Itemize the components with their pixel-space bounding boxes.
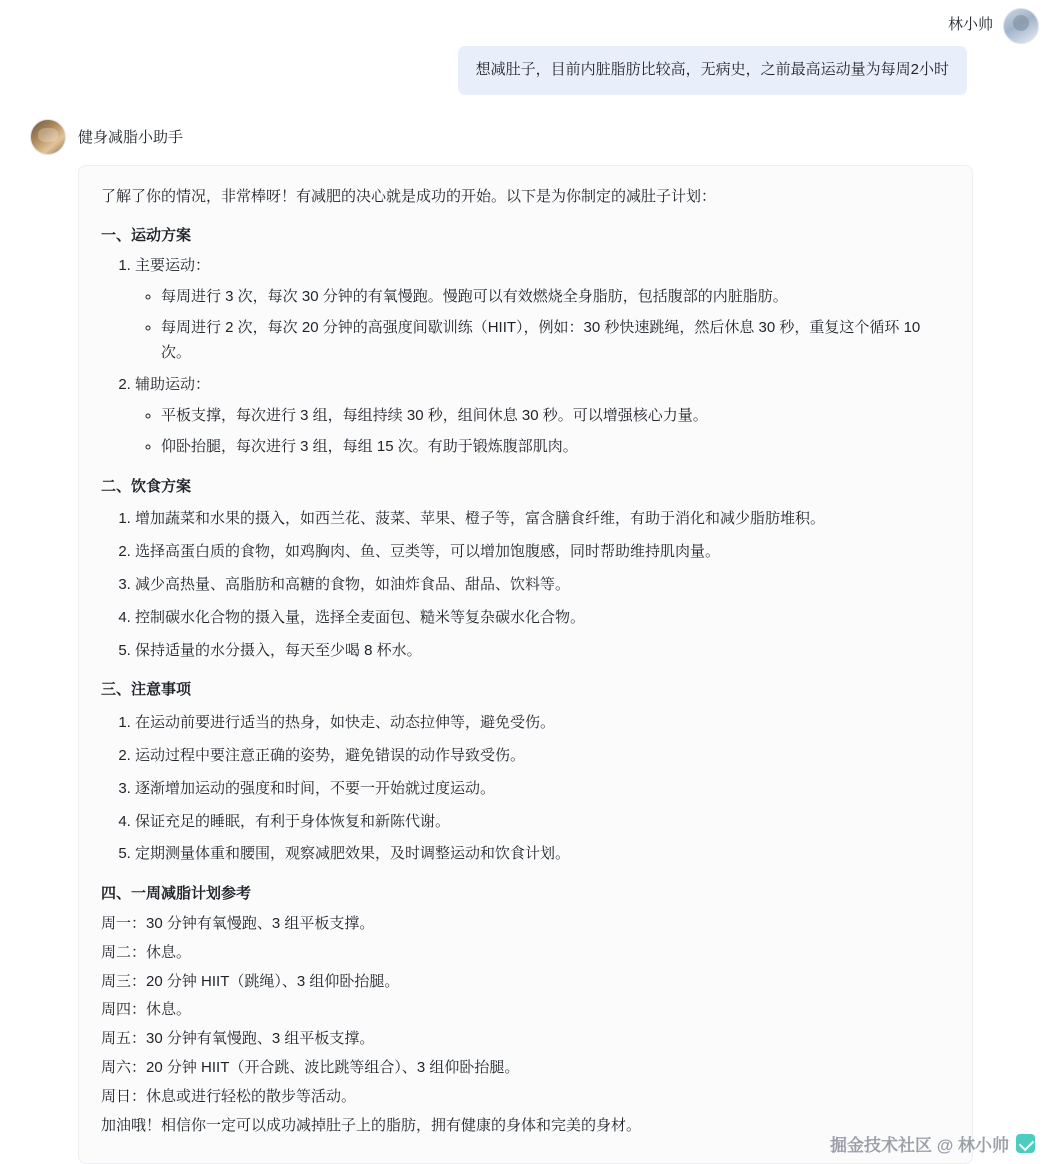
list-item: 1. 在运动前要进行适当的热身，如快走、动态拉伸等，避免受伤。: [135, 710, 950, 736]
list-item: [135, 253, 950, 366]
list-item: 5. 定期测量体重和腰围，观察减肥效果，及时调整运动和饮食计划。: [135, 841, 950, 867]
notes-list: [101, 710, 950, 867]
list-item: 1. 增加蔬菜和水果的摄入，如西兰花、菠菜、苹果、橙子等，富含膳食纤维，有助于消化和减少脂肪堆积。: [135, 506, 950, 532]
weekplan-closing: 加油哦！相信你一定可以成功减掉肚子上的脂肪，拥有健康的身体和完美的身材。: [101, 1113, 950, 1139]
list-item: 3. 减少高热量、高脂肪和高糖的食物，如油炸食品、甜品、饮料等。: [135, 572, 950, 598]
weekplan-day: 周四：休息。: [101, 997, 950, 1023]
exercise-main-label: 主要运动：: [135, 257, 210, 274]
diet-list: [101, 506, 950, 663]
list-item: ◦ 平板支撑，每次进行 3 组，每组持续 30 秒，组间休息 30 秒。可以增强核心力量。: [161, 403, 950, 429]
weekplan-day: 周日：休息或进行轻松的散步等活动。: [101, 1084, 950, 1110]
bot-name: 健身减脂小助手: [78, 126, 183, 147]
weekplan-day: 周六：20 分钟 HIIT（开合跳、波比跳等组合）、3 组仰卧抬腿。: [101, 1055, 950, 1081]
list-item: 4. 保证充足的睡眠，有利于身体恢复和新陈代谢。: [135, 809, 950, 835]
exercise-aux-label: 辅助运动：: [135, 376, 210, 393]
weekplan-day: 周五：30 分钟有氧慢跑、3 组平板支撑。: [101, 1026, 950, 1052]
list-item: 3. 逐渐增加运动的强度和时间，不要一开始就过度运动。: [135, 776, 950, 802]
user-avatar[interactable]: [1003, 8, 1039, 44]
list-item: 4. 控制碳水化合物的摄入量，选择全麦面包、糙米等复杂碳水化合物。: [135, 605, 950, 631]
section-title-weekplan: 四、一周减脂计划参考: [101, 881, 950, 907]
list-item: ◦ 仰卧抬腿，每次进行 3 组，每组 15 次。有助于锻炼腹部肌肉。: [161, 434, 950, 460]
list-item: ◦ 每周进行 2 次，每次 20 分钟的高强度间歇训练（HIIT），例如：30 秒快速跳绳，然后休息 30 秒，重复这个循环 10 次。: [161, 315, 950, 367]
user-message-bubble: 想减肚子，目前内脏脂肪比较高，无病史，之前最高运动量为每周2小时: [458, 46, 967, 95]
user-name: 林小帅: [948, 8, 993, 42]
section-title-exercise: 一、运动方案: [101, 223, 950, 249]
exercise-main-sublist: [135, 284, 950, 366]
bot-intro: 了解了你的情况，非常棒呀！有减肥的决心就是成功的开始。以下是为你制定的减肚子计划：: [101, 184, 950, 210]
bot-message-row: [0, 155, 1053, 1164]
section-title-notes: 三、注意事项: [101, 677, 950, 703]
user-message-row: [0, 44, 1053, 95]
weekplan-day: 周一：30 分钟有氧慢跑、3 组平板支撑。: [101, 911, 950, 937]
list-item: 2. 运动过程中要注意正确的姿势，避免错误的动作导致受伤。: [135, 743, 950, 769]
weekplan-day: 周二：休息。: [101, 940, 950, 966]
check-badge-icon: [1016, 1134, 1035, 1153]
bot-header: [0, 95, 1053, 155]
exercise-list: [101, 253, 950, 460]
bot-message-bubble: [78, 165, 973, 1164]
bot-avatar[interactable]: [30, 119, 66, 155]
list-item: 5. 保持适量的水分摄入，每天至少喝 8 杯水。: [135, 638, 950, 664]
list-item: 2. 选择高蛋白质的食物，如鸡胸肉、鱼、豆类等，可以增加饱腹感，同时帮助维持肌肉量。: [135, 539, 950, 565]
list-item: [135, 372, 950, 459]
watermark-text: 掘金技术社区 @ 林小帅: [830, 1131, 1009, 1156]
watermark: [830, 1131, 1035, 1156]
user-header: [0, 0, 1053, 44]
weekplan-day: 周三：20 分钟 HIIT（跳绳）、3 组仰卧抬腿。: [101, 969, 950, 995]
list-item: ◦ 每周进行 3 次，每次 30 分钟的有氧慢跑。慢跑可以有效燃烧全身脂肪，包括腹部的内脏脂肪。: [161, 284, 950, 310]
section-title-diet: 二、饮食方案: [101, 474, 950, 500]
exercise-aux-sublist: [135, 403, 950, 460]
